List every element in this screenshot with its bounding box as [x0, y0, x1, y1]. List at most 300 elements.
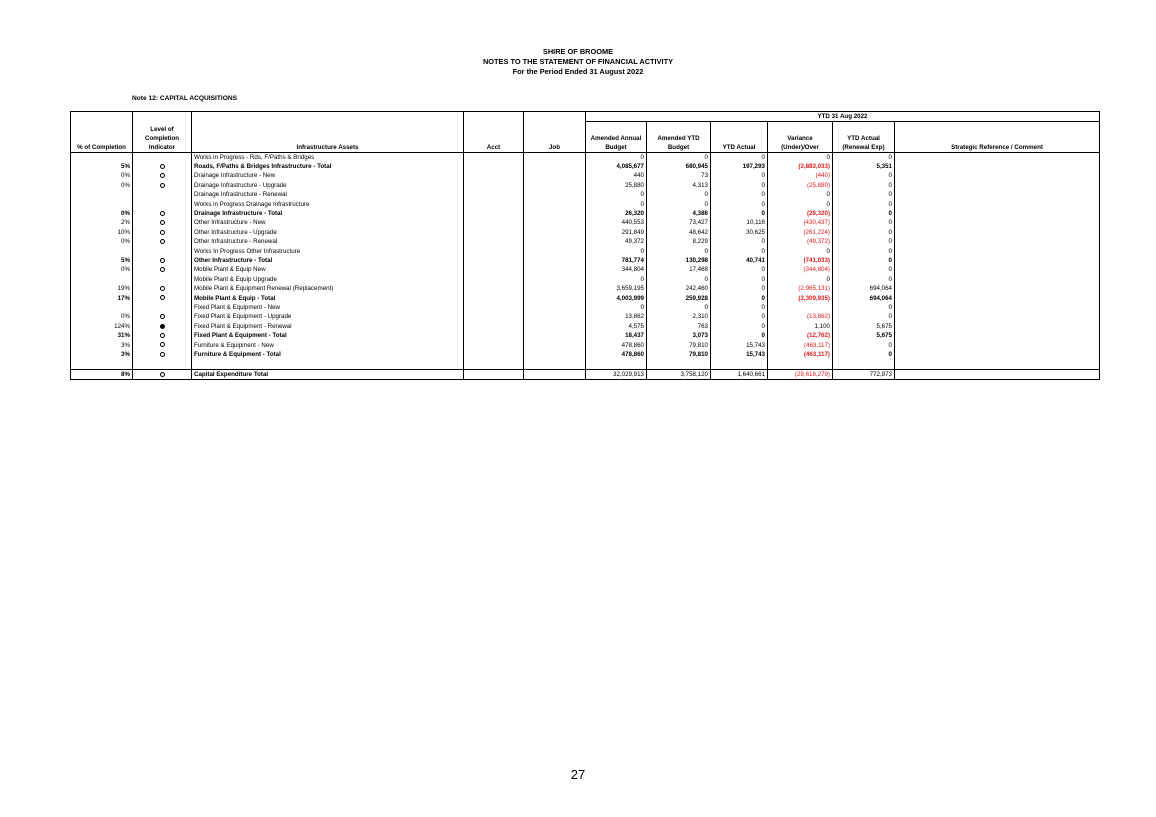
job-cell: [524, 284, 586, 293]
renewal-cell: 0: [833, 191, 895, 200]
ytd-actual-cell: 0: [711, 238, 768, 247]
header-group-row: [71, 112, 1100, 122]
job-cell: [524, 350, 586, 359]
asset-cell: Drainage Infrastructure - Upgrade: [192, 181, 464, 190]
acct-cell: [464, 275, 524, 284]
job-cell: [524, 266, 586, 275]
ytd-budget-cell: 79,810: [647, 341, 711, 350]
acct-cell: [464, 209, 524, 218]
completion-indicator-icon: [160, 173, 165, 178]
col-variance: Variance (Under)/Over: [768, 122, 833, 153]
job-cell: [524, 247, 586, 256]
renewal-cell: 0: [833, 341, 895, 350]
indicator-cell: [133, 303, 192, 312]
asset-cell: Mobile Plant & Equip - Total: [192, 294, 464, 303]
table-row: [71, 341, 1100, 350]
job-cell: [524, 256, 586, 265]
comment-cell: [895, 209, 1100, 218]
variance-cell: 0: [768, 275, 833, 284]
asset-cell: Mobile Plant & Equip Upgrade: [192, 275, 464, 284]
acct-cell: [464, 228, 524, 237]
indicator-cell: [133, 294, 192, 303]
ytd-budget-cell: 680,945: [647, 162, 711, 171]
comment-cell: [895, 313, 1100, 322]
table-row: [71, 284, 1100, 293]
variance-cell: 1,100: [768, 322, 833, 331]
ytd-budget-cell: 259,928: [647, 294, 711, 303]
completion-indicator-icon: [160, 220, 165, 225]
ytd-budget-cell: 4,386: [647, 209, 711, 218]
annual-budget-cell: 49,372: [586, 238, 647, 247]
asset-cell: Other Infrastructure - Upgrade: [192, 228, 464, 237]
variance-cell: (49,372): [768, 238, 833, 247]
asset-cell: Drainage Infrastructure - Total: [192, 209, 464, 218]
completion-cell: 2%: [71, 219, 133, 228]
renewal-cell: 0: [833, 172, 895, 181]
annual-budget-cell: 344,804: [586, 266, 647, 275]
variance-cell: (13,862): [768, 313, 833, 322]
variance-cell: (430,437): [768, 219, 833, 228]
renewal-cell: 694,064: [833, 294, 895, 303]
comment-cell: [895, 181, 1100, 190]
completion-cell: 0%: [71, 313, 133, 322]
job-cell: [524, 209, 586, 218]
variance-cell: 0: [768, 200, 833, 209]
variance-cell: (3,883,033): [768, 162, 833, 171]
variance-cell: [768, 303, 833, 312]
ytd-budget-cell: 0: [647, 275, 711, 284]
asset-cell: Other Infrastructure - Total: [192, 256, 464, 265]
renewal-cell: 0: [833, 200, 895, 209]
completion-cell: 17%: [71, 294, 133, 303]
completion-cell: 0%: [71, 172, 133, 181]
total-indicator: [133, 369, 192, 379]
job-cell: [524, 219, 586, 228]
variance-cell: 0: [768, 247, 833, 256]
acct-cell: [464, 153, 524, 163]
variance-cell: (2,965,131): [768, 284, 833, 293]
annual-budget-cell: 4,575: [586, 322, 647, 331]
table-row: [71, 153, 1100, 163]
asset-cell: Works in Progress - Rds, F/Paths & Bridges: [192, 153, 464, 163]
annual-budget-cell: 18,437: [586, 331, 647, 340]
comment-cell: [895, 162, 1100, 171]
ytd-budget-cell: 73: [647, 172, 711, 181]
acct-cell: [464, 331, 524, 340]
renewal-cell: 0: [833, 275, 895, 284]
completion-cell: [71, 303, 133, 312]
annual-budget-cell: 0: [586, 247, 647, 256]
renewal-cell: 0: [833, 303, 895, 312]
ytd-actual-cell: 0: [711, 209, 768, 218]
acct-cell: [464, 294, 524, 303]
indicator-cell: [133, 219, 192, 228]
completion-cell: [71, 191, 133, 200]
job-cell: [524, 322, 586, 331]
ytd-actual-cell: 0: [711, 247, 768, 256]
annual-budget-cell: 13,862: [586, 313, 647, 322]
job-cell: [524, 228, 586, 237]
ytd-budget-cell: 48,642: [647, 228, 711, 237]
completion-indicator-icon: [160, 239, 165, 244]
annual-budget-cell: 0: [586, 191, 647, 200]
acct-cell: [464, 322, 524, 331]
spacer-row: [71, 360, 1100, 370]
completion-indicator-icon: [160, 211, 165, 216]
renewal-cell: 0: [833, 219, 895, 228]
completion-cell: 0%: [71, 181, 133, 190]
indicator-cell: [133, 200, 192, 209]
ytd-actual-cell: 0: [711, 275, 768, 284]
renewal-cell: 0: [833, 228, 895, 237]
total-annual: 32,029,913: [586, 369, 647, 379]
ytd-actual-cell: 0: [711, 266, 768, 275]
completion-indicator-icon: [160, 352, 165, 357]
ytd-budget-cell: 130,298: [647, 256, 711, 265]
comment-cell: [895, 303, 1100, 312]
renewal-cell: 5,675: [833, 331, 895, 340]
ytd-budget-cell: 4,313: [647, 181, 711, 190]
completion-cell: 0%: [71, 209, 133, 218]
job-cell: [524, 191, 586, 200]
ytd-budget-cell: 0: [647, 247, 711, 256]
table-row: [71, 172, 1100, 181]
renewal-cell: 0: [833, 153, 895, 163]
acct-cell: [464, 256, 524, 265]
job-cell: [524, 153, 586, 163]
total-variance: (29,616,279): [768, 369, 833, 379]
total-pct: 8%: [71, 369, 133, 379]
completion-cell: 3%: [71, 341, 133, 350]
ytd-actual-cell: 0: [711, 322, 768, 331]
completion-indicator-icon: [160, 183, 165, 188]
comment-cell: [895, 172, 1100, 181]
header-row: [71, 122, 1100, 153]
indicator-cell: [133, 275, 192, 284]
ytd-actual-cell: 0: [711, 191, 768, 200]
asset-cell: Furniture & Equipment - Total: [192, 350, 464, 359]
renewal-cell: 5,675: [833, 322, 895, 331]
job-cell: [524, 313, 586, 322]
total-actual: 1,640,661: [711, 369, 768, 379]
ytd-actual-cell: 15,743: [711, 350, 768, 359]
indicator-cell: [133, 153, 192, 163]
annual-budget-cell: 440: [586, 172, 647, 181]
comment-cell: [895, 331, 1100, 340]
completion-indicator-icon: [160, 286, 165, 291]
indicator-cell: [133, 247, 192, 256]
indicator-cell: [133, 266, 192, 275]
job-cell: [524, 303, 586, 312]
comment-cell: [895, 191, 1100, 200]
renewal-cell: 694,064: [833, 284, 895, 293]
completion-cell: 31%: [71, 331, 133, 340]
completion-indicator-icon: [160, 324, 165, 329]
ytd-actual-cell: 0: [711, 331, 768, 340]
acct-cell: [464, 200, 524, 209]
table-row: [71, 219, 1100, 228]
annual-budget-cell: 4,003,999: [586, 294, 647, 303]
ytd-budget-cell: 73,427: [647, 219, 711, 228]
table-row: [71, 275, 1100, 284]
ytd-actual-cell: 0: [711, 181, 768, 190]
variance-cell: (463,117): [768, 350, 833, 359]
annual-budget-cell: 0: [586, 200, 647, 209]
completion-cell: 0%: [71, 266, 133, 275]
completion-indicator-icon: [160, 372, 165, 377]
col-asset: Infrastructure Assets: [192, 122, 464, 153]
annual-budget-cell: 0: [586, 153, 647, 163]
comment-cell: [895, 266, 1100, 275]
variance-cell: (26,320): [768, 209, 833, 218]
variance-cell: (344,804): [768, 266, 833, 275]
completion-cell: 124%: [71, 322, 133, 331]
job-cell: [524, 181, 586, 190]
col-amended-annual: Amended Annual Budget: [586, 122, 647, 153]
renewal-cell: 0: [833, 181, 895, 190]
indicator-cell: [133, 284, 192, 293]
job-cell: [524, 331, 586, 340]
comment-cell: [895, 350, 1100, 359]
asset-cell: Drainage Infrastructure - New: [192, 172, 464, 181]
annual-budget-cell: 3,659,195: [586, 284, 647, 293]
job-cell: [524, 162, 586, 171]
table-row: [71, 200, 1100, 209]
table-row: [71, 331, 1100, 340]
table-row: [71, 350, 1100, 359]
col-amended-ytd: Amended YTD Budget: [647, 122, 711, 153]
completion-cell: [71, 275, 133, 284]
annual-budget-cell: 4,085,677: [586, 162, 647, 171]
capital-acquisitions-table: [70, 111, 1100, 380]
job-cell: [524, 275, 586, 284]
ytd-budget-cell: 0: [647, 191, 711, 200]
indicator-cell: [133, 350, 192, 359]
annual-budget-cell: 478,860: [586, 341, 647, 350]
ytd-budget-cell: 0: [647, 303, 711, 312]
page-number: 27: [570, 767, 586, 782]
variance-cell: (463,117): [768, 341, 833, 350]
ytd-budget-cell: 2,310: [647, 313, 711, 322]
ytd-actual-cell: 10,116: [711, 219, 768, 228]
asset-cell: Works in Progress Drainage Infrastructure: [192, 200, 464, 209]
total-renewal: 772,973: [833, 369, 895, 379]
comment-cell: [895, 275, 1100, 284]
completion-indicator-icon: [160, 258, 165, 263]
comment-cell: [895, 294, 1100, 303]
note-title: Note 12: CAPITAL ACQUISITIONS: [132, 95, 238, 102]
indicator-cell: [133, 313, 192, 322]
asset-cell: Works In Progress Other Infrastructure: [192, 247, 464, 256]
report-entity: SHIRE OF BROOME: [542, 47, 614, 56]
comment-cell: [895, 322, 1100, 331]
table-row: [71, 322, 1100, 331]
variance-cell: (261,224): [768, 228, 833, 237]
comment-cell: [895, 228, 1100, 237]
completion-cell: 10%: [71, 228, 133, 237]
ytd-budget-cell: 0: [647, 153, 711, 163]
acct-cell: [464, 172, 524, 181]
ytd-group-header: YTD 31 Aug 2022: [586, 112, 1100, 122]
table-row: [71, 256, 1100, 265]
asset-cell: Drainage Infrastructure - Renewal: [192, 191, 464, 200]
table-row: [71, 181, 1100, 190]
acct-cell: [464, 350, 524, 359]
comment-cell: [895, 247, 1100, 256]
table-row: [71, 294, 1100, 303]
indicator-cell: [133, 181, 192, 190]
job-cell: [524, 294, 586, 303]
ytd-actual-cell: 40,741: [711, 256, 768, 265]
ytd-budget-cell: 0: [647, 200, 711, 209]
acct-cell: [464, 191, 524, 200]
ytd-actual-cell: 0: [711, 294, 768, 303]
col-ytd-renewal: YTD Actual (Renewal Exp): [833, 122, 895, 153]
asset-cell: Other Infrastructure - Renewal: [192, 238, 464, 247]
comment-cell: [895, 153, 1100, 163]
indicator-cell: [133, 322, 192, 331]
renewal-cell: 0: [833, 209, 895, 218]
asset-cell: Other Infrastructure - New: [192, 219, 464, 228]
completion-indicator-icon: [160, 314, 165, 319]
completion-indicator-icon: [160, 295, 165, 300]
ytd-actual-cell: 197,293: [711, 162, 768, 171]
acct-cell: [464, 162, 524, 171]
table-row: [71, 162, 1100, 171]
indicator-cell: [133, 172, 192, 181]
completion-indicator-icon: [160, 333, 165, 338]
indicator-cell: [133, 256, 192, 265]
completion-indicator-icon: [160, 164, 165, 169]
ytd-actual-cell: 0: [711, 153, 768, 163]
variance-cell: 0: [768, 191, 833, 200]
completion-cell: 19%: [71, 284, 133, 293]
completion-cell: [71, 247, 133, 256]
completion-cell: [71, 153, 133, 163]
ytd-actual-cell: 0: [711, 172, 768, 181]
annual-budget-cell: 0: [586, 275, 647, 284]
report-period: For the Period Ended 31 August 2022: [512, 67, 644, 76]
completion-cell: 0%: [71, 238, 133, 247]
total-asset: Capital Expenditure Total: [192, 369, 464, 379]
annual-budget-cell: 440,553: [586, 219, 647, 228]
ytd-actual-cell: 0: [711, 313, 768, 322]
completion-cell: [71, 200, 133, 209]
annual-budget-cell: 478,860: [586, 350, 647, 359]
renewal-cell: 0: [833, 266, 895, 275]
job-cell: [524, 200, 586, 209]
table-row: [71, 209, 1100, 218]
annual-budget-cell: 0: [586, 303, 647, 312]
acct-cell: [464, 238, 524, 247]
completion-cell: 3%: [71, 350, 133, 359]
completion-indicator-icon: [160, 267, 165, 272]
renewal-cell: 5,351: [833, 162, 895, 171]
acct-cell: [464, 219, 524, 228]
comment-cell: [895, 219, 1100, 228]
variance-cell: (3,309,935): [768, 294, 833, 303]
table-row: [71, 303, 1100, 312]
comment-cell: [895, 238, 1100, 247]
job-cell: [524, 172, 586, 181]
indicator-cell: [133, 238, 192, 247]
variance-cell: (741,033): [768, 256, 833, 265]
asset-cell: Furniture & Equipment - New: [192, 341, 464, 350]
table-row: [71, 238, 1100, 247]
table-row: [71, 228, 1100, 237]
comment-cell: [895, 256, 1100, 265]
acct-cell: [464, 313, 524, 322]
asset-cell: Mobile Plant & Equipment Renewal (Replacement): [192, 284, 464, 293]
ytd-budget-cell: 763: [647, 322, 711, 331]
acct-cell: [464, 303, 524, 312]
comment-cell: [895, 200, 1100, 209]
comment-cell: [895, 284, 1100, 293]
ytd-actual-cell: 0: [711, 200, 768, 209]
variance-cell: (440): [768, 172, 833, 181]
report-title: NOTES TO THE STATEMENT OF FINANCIAL ACTIVITY: [482, 57, 674, 66]
asset-cell: Mobile Plant & Equip New: [192, 266, 464, 275]
acct-cell: [464, 284, 524, 293]
ytd-budget-cell: 8,229: [647, 238, 711, 247]
annual-budget-cell: 291,849: [586, 228, 647, 237]
table-row: [71, 191, 1100, 200]
table-row: [71, 313, 1100, 322]
acct-cell: [464, 247, 524, 256]
variance-cell: (12,762): [768, 331, 833, 340]
acct-cell: [464, 341, 524, 350]
annual-budget-cell: 25,880: [586, 181, 647, 190]
completion-indicator-icon: [160, 230, 165, 235]
annual-budget-cell: 781,774: [586, 256, 647, 265]
renewal-cell: 0: [833, 350, 895, 359]
total-ytd: 3,758,120: [647, 369, 711, 379]
ytd-actual-cell: 15,743: [711, 341, 768, 350]
indicator-cell: [133, 209, 192, 218]
ytd-budget-cell: 3,073: [647, 331, 711, 340]
ytd-actual-cell: 30,625: [711, 228, 768, 237]
capex-total-row: [71, 369, 1100, 379]
ytd-actual-cell: 0: [711, 284, 768, 293]
col-comment: Strategic Reference / Comment: [895, 122, 1100, 153]
col-completion: % of Completion: [71, 122, 133, 153]
ytd-budget-cell: 79,810: [647, 350, 711, 359]
job-cell: [524, 238, 586, 247]
asset-cell: Fixed Plant & Equipment - Upgrade: [192, 313, 464, 322]
table-row: [71, 247, 1100, 256]
renewal-cell: 0: [833, 238, 895, 247]
variance-cell: 0: [768, 153, 833, 163]
asset-cell: Roads, F/Paths & Bridges Infrastructure - Total: [192, 162, 464, 171]
col-acct: Acct: [464, 122, 524, 153]
col-level-indicator: Level of Completion Indicator: [133, 122, 192, 153]
renewal-cell: 0: [833, 313, 895, 322]
col-job: Job: [524, 122, 586, 153]
annual-budget-cell: 26,320: [586, 209, 647, 218]
job-cell: [524, 341, 586, 350]
indicator-cell: [133, 191, 192, 200]
comment-cell: [895, 341, 1100, 350]
completion-indicator-icon: [160, 342, 165, 347]
variance-cell: (25,880): [768, 181, 833, 190]
ytd-budget-cell: 242,460: [647, 284, 711, 293]
indicator-cell: [133, 162, 192, 171]
asset-cell: Fixed Plant & Equipment - New: [192, 303, 464, 312]
asset-cell: Fixed Plant & Equipment - Renewal: [192, 322, 464, 331]
renewal-cell: 0: [833, 247, 895, 256]
ytd-budget-cell: 17,468: [647, 266, 711, 275]
acct-cell: [464, 266, 524, 275]
